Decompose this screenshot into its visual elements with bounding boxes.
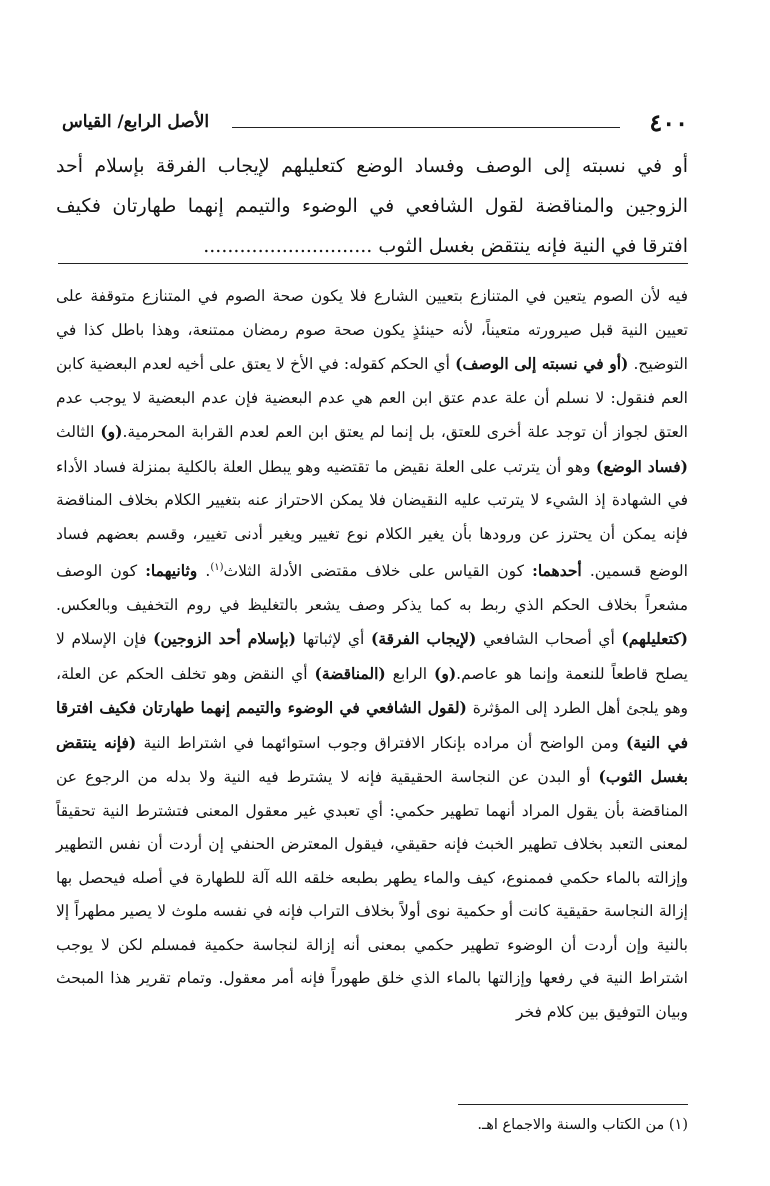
commentary-seg: فيه لأن الصوم يتعين في المتنازع بتعيين الشارع فلا يكون صحة الصوم في المتنازع متوقفة على تعيين النية قبل صيرورته متعيناً، لأنه حينئذٍ يكون صحة صوم رمضان ممتنعة، وهذا باطل كذا في التوضيح. [56, 287, 688, 373]
commentary-seg: أي أصحاب الشافعي [482, 630, 615, 649]
running-title: الأصل الرابع/ القياس [62, 112, 210, 132]
quoted-matn: (لإيجاب الفرقة) [370, 629, 477, 649]
quoted-matn: (كتعليلهم) [621, 629, 688, 649]
page-header [62, 108, 688, 140]
quoted-matn: (و) [100, 422, 123, 441]
quoted-matn: (أو في نسبته إلى الوصف) [455, 354, 629, 373]
quoted-matn: أحدهما: [532, 561, 582, 581]
commentary-seg: الرابع [392, 664, 428, 683]
matn-text [56, 146, 688, 266]
commentary-seg: وهو أن يترتب على العلة نقيض ما تقتضيه وهو يبطل العلة بالكلية بمنزلة فساد الأداء في الشهادة إذ الشيء لا يترتب عليه النقيضان فلا يمكن الاحتراز عنه بتغيير الكلام بخلاف المناقضة فإنه يمكن أن يحترز عن ورودها بأن يغير الكلام نوع تغيير ويغير أدنى تغيير، وقسم بعضهم فساد الوضع قسمين. [56, 457, 688, 581]
quoted-matn: (فإنه ينتقض بغسل الثوب) [56, 732, 689, 787]
quoted-matn: وثانيهما: [145, 561, 198, 581]
matn-body: أو في نسبته إلى الوصف وفساد الوضع كتعليلهم لإيجاب الفرقة بإسلام أحد الزوجين والمناقضة لقول الشافعي في الوضوء والتيمم إنهما طهارتان فكيف افترقا في النية فإنه ينتقض بغسل الثوب [56, 155, 688, 257]
commentary-text [56, 280, 688, 1029]
commentary-seg: فإن الإسلام لا يصلح قاطعاً للنعمة وإنما هو عاصم. [56, 630, 688, 683]
commentary-seg: أي النقض وهو تخلف الحكم عن العلة، وهو يلجئ أهل الطرد إلى المؤثرة [56, 664, 688, 718]
header-rule [232, 127, 620, 128]
commentary-seg: كون الوصف مشعراً بخلاف الحكم الذي ربط به كما يذكر وصف يشعر بالتغليظ في روم التخفيف وبالعكس. [56, 562, 688, 614]
footnote: (١) من الكتاب والسنة والاجماع اهـ. [477, 1117, 688, 1133]
commentary-seg: أي لإثباتها [302, 630, 365, 649]
quoted-matn: (المناقضة) [314, 663, 386, 683]
quoted-matn: (فساد الوضع) [596, 456, 688, 476]
separator-rule [58, 263, 688, 264]
quoted-matn: (و) [434, 663, 457, 683]
commentary-seg: ومن الواضح أن مراده بإنكار الافتراق وجوب استوائهما في اشتراط النية [143, 733, 619, 752]
footnote-ref: (١) [210, 562, 224, 573]
commentary-seg: . [205, 562, 211, 581]
commentary-seg: أي الحكم كقوله: في الأخ لا يعتق على أخيه لعدم البعضية كابن العم فنقول: لا نسلم أن علة عدم عتق ابن العم هي عدم البعضية فإن عدم البعضية لا يوجب عدم العتق لجواز أن توجد علة أخرى للعتق، بل إنما لم يعتق ابن العم لعدم القرابة المحرمية. [56, 355, 688, 441]
footnote-rule [458, 1104, 688, 1105]
commentary-seg: الثالث [56, 423, 95, 441]
commentary-seg: أو البدن عن النجاسة الحقيقية فإنه لا يشترط فيه النية ولا بدله من الرجوع عن المناقضة بأن يقول المراد أنهما تطهير حكمي: أي تعبدي غير معقول المعنى فتشترط النية تحقيقاً لمعنى التعبد بخلاف تطهير الخبث فإنه حقيقي، فيقول المعترض الحنفي إن أردت أن نفس التطهير وإزالته بالماء حكمي فممنوع، كيف والماء يطهر بطبعه خلقه الله آلة للطهارة في أصله فيحصل بها إزالة النجاسة حقيقية كانت أو حكمية نوى أولاً بخلاف التراب فإنه في نفسه ملوث لا يصير مطهراً إلا بالنية وإن أردت أن الوضوء تطهير حكمي بمعنى أنه إزالة لنجاسة حكمية فمسلم لكن لا يوجب اشتراط النية في رفعها وإزالتها بالماء الذي خلق طهوراً فإنه أمر معقول. وتمام تقرير هذا المبحث وبيان التوفيق بين كلام فخر [56, 768, 688, 1021]
page-number: ٤٠٠ [649, 108, 688, 137]
quoted-matn: (بإسلام أحد الزوجين) [153, 629, 296, 649]
quoted-matn: (لقول الشافعي في الوضوء والتيمم إنهما طهارتان فكيف افترقا في النية) [56, 698, 688, 752]
matn-dots: ............................ [203, 235, 373, 257]
commentary-seg: كون القياس على خلاف مقتضى الأدلة الثلاث [223, 562, 525, 581]
